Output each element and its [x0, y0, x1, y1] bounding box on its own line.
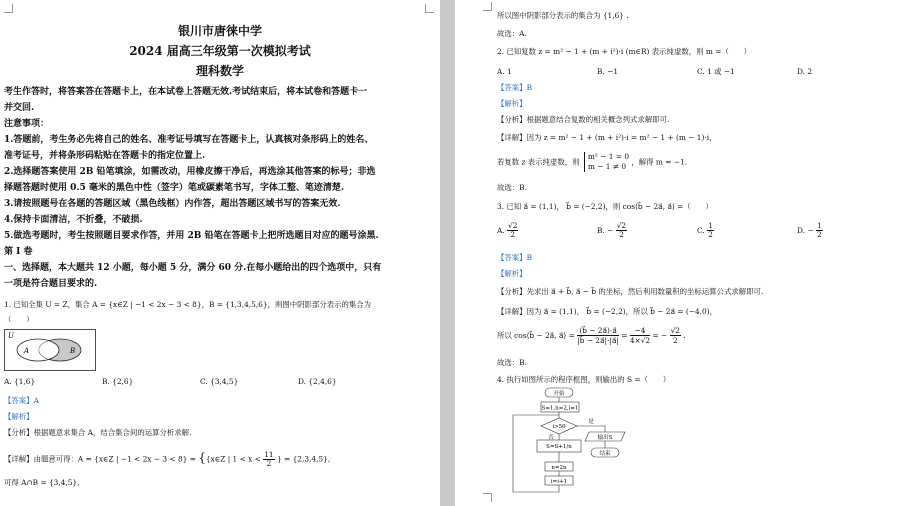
calc-text: 所以 cos⟨b⃗ − 2a⃗, a⃗⟩ = $\frac{(b⃗ - 2a⃗)\cdot a⃗}{|b⃗ - 2a⃗|\cdot|a⃗|}$ = $\frac{-4}{4\times√2}$ = − $\frac{√2}{2}$ . [497, 326, 686, 345]
intro-line: 注意事项： [4, 119, 50, 129]
question-text: 1. 已知全集 U = Z，集合 A = {x∈Z | −1 < 2x − 3 < 8}，B = {1,3,4,5,6}，则图中阴影部分表示的集合为 [4, 300, 372, 309]
intro-line: 准考证号，并将条形码粘贴在答题卡的指定位置上. [4, 151, 206, 161]
venn-label-a: A [24, 347, 30, 355]
option-d: D. {2,4,6} [298, 377, 337, 386]
option-b: B. −1 [597, 67, 619, 76]
option-c: C. {3,4,5} [200, 377, 239, 386]
flow-condition-label: i>50 [552, 424, 566, 430]
venn-label-b: B [70, 347, 76, 355]
school-name: 银川市唐徕中学 [177, 24, 262, 38]
option-d: D. − $\frac{1}{2}$ [797, 221, 822, 239]
flow-yes-label: 是 [588, 419, 594, 425]
detail-text: 【详解】因为 a⃗ = (1,1)， b⃗ = (−2,2)，所以 b⃗ − 2a⃗ = (−4,0)， [497, 307, 717, 316]
option-a: A. $\frac{√2}{2}$ [497, 221, 518, 239]
pick-text: 故选：B. [497, 358, 527, 367]
subject-title: 理科数学 [195, 64, 244, 78]
venn-diagram [4, 329, 96, 371]
intro-line: 考生作答时，将答案答在答题卡上，在本试卷上答题无效.考试结束后，将本试卷和答题卡一 [4, 87, 368, 97]
flow-no-label: 否 [548, 435, 554, 441]
flow-step3-label: i=i+1 [550, 479, 568, 485]
option-b: B. {2,6} [102, 377, 134, 386]
intro-line: 择题答题时使用 0.5 毫米的黑色中性（签字）笔或碳素笔书写，字体工整、笔迹清楚. [4, 183, 345, 193]
flow-output-label: 输出S [597, 435, 613, 441]
analysis-text: 【分析】根据题意结合复数的相关概念列式求解即可. [497, 115, 670, 124]
program-flowchart [493, 386, 633, 502]
venn-label-u: U [8, 332, 14, 340]
condition-text: 若复数 z 表示纯虚数，则 m² − 1 = 0 m − 1 ≠ 0 ，解得 m = −1. [497, 152, 688, 171]
question-4: 4. 执行如图所示的程序框图，则输出的 S =（ ） [497, 375, 671, 384]
flow-yes-line [577, 426, 605, 432]
analysis-text: 【分析】根据题意求集合 A，结合集合间的运算分析求解. [4, 428, 192, 437]
flow-step2-label: n=2n [551, 465, 567, 471]
page-corner-mark [483, 2, 492, 11]
page-corner-mark [425, 4, 434, 13]
answer-tag: 【答案】B [497, 253, 532, 262]
analysis-tag: 【解析】 [497, 99, 527, 108]
question-3: 3. 已知 a⃗ = (1,1)， b⃗ = (−2,2)，则 cos⟨b⃗ − 2a⃗, a⃗⟩ =（ ） [497, 202, 713, 211]
flow-step1-label: S=S+1/n [546, 444, 572, 450]
option-a: A. {1,6} [4, 377, 36, 386]
detail-text: 【详解】由题意可得：A = {x∈Z | −1 < 2x − 3 < 8} = {{x∈Z | 1 < x < $\frac{11}{2}$ } = {2,3,4,5}, [4, 450, 331, 468]
intro-line: 1.答题前，考生务必先将自己的姓名、准考证号填写在答题卡上，认真核对条形码上的姓名、 [4, 135, 374, 145]
pick-text: 故选：B. [497, 183, 527, 192]
answer-tag: 【答案】B [497, 83, 532, 92]
section-heading: 一、选择题，本大题共 12 小题，每小题 5 分，满分 60 分.在每小题给出的四个选项中，只有 [4, 263, 382, 273]
left-document-page [0, 0, 440, 506]
question-paren: （ ） [4, 315, 34, 324]
result-text: 可得 A∩B = {3,4,5}, [4, 478, 80, 487]
pick-text: 故选：A. [497, 29, 527, 38]
option-c: C. 1 或 −1 [697, 67, 735, 76]
answer-tag: 【答案】A [4, 396, 39, 405]
right-document-page [455, 0, 900, 506]
intro-line: 3.请按照题号在各题的答题区域（黑色线框）内作答，超出答题区域书写的答案无效. [4, 199, 341, 209]
analysis-tag: 【解析】 [497, 269, 527, 278]
flow-end-label: 结束 [599, 451, 611, 457]
option-c: C. $\frac{1}{2}$ [697, 221, 713, 239]
flow-init-label: S=1,n=2,i=1 [541, 405, 579, 412]
page-corner-mark [4, 4, 13, 13]
analysis-tag: 【解析】 [4, 412, 34, 421]
intro-line: 2.选择题答案使用 2B 铅笔填涂，如需改动，用橡皮擦干净后，再选涂其他答案的标号；非选 [4, 167, 376, 177]
intro-line: 并交回. [4, 103, 35, 113]
flow-start-label: 开始 [553, 391, 565, 397]
intro-line: 5.做选考题时，考生按照题目要求作答，并用 2B 铅笔在答题卡上把所选题目对应的题号涂黑. [4, 231, 379, 241]
question-2: 2. 已知复数 z = m² − 1 + (m + i²)·i (m∈R) 表示纯虚数，则 m =（ ） [497, 47, 751, 56]
page-corner-mark [483, 493, 492, 502]
option-a: A. 1 [497, 67, 512, 76]
part-heading: 第 I 卷 [4, 247, 33, 257]
exam-title: 2024 届高三年级第一次模拟考试 [129, 44, 311, 58]
option-b: B. − $\frac{√2}{2}$ [597, 221, 627, 239]
detail-text: 【详解】因为 z = m² − 1 + (m + i²)·i = m² − 1 + (m − 1)·i， [497, 133, 717, 142]
q1-tail-text: 所以图中阴影部分表示的集合为 {1,6} . [497, 11, 629, 20]
option-d: D. 2 [797, 67, 813, 76]
intro-line: 4.保持卡面清洁，不折叠，不破损. [4, 215, 143, 225]
analysis-text: 【分析】先求出 a⃗ + b⃗, a⃗ − b⃗ 的坐标，然后利用数量积的坐标运算公式求解即可. [497, 287, 764, 296]
section-heading: 一项是符合题目要求的. [4, 279, 98, 289]
